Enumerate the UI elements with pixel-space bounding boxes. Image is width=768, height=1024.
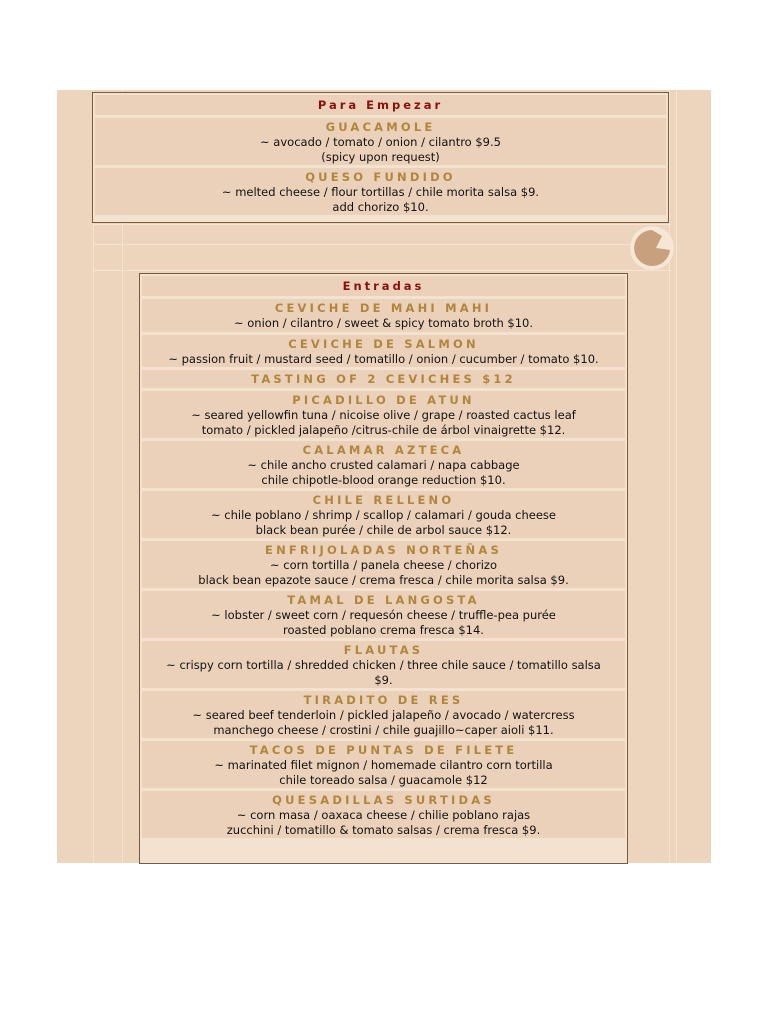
dish-description: chile chipotle-blood orange reduction $10. — [261, 472, 506, 487]
menu-item — [142, 541, 625, 588]
entradas-section — [139, 273, 628, 864]
dish-description: $9. — [374, 672, 393, 687]
section-title: Para Empezar — [317, 98, 444, 112]
dish-name: CEVICHE DE MAHI MAHI — [274, 301, 493, 315]
menu-item — [142, 591, 625, 638]
starters-section — [92, 92, 669, 223]
dish-name: GUACAMOLE — [325, 120, 436, 134]
dish-name: TACOS DE PUNTAS DE FILETE — [249, 743, 518, 757]
divider — [93, 224, 671, 225]
dish-name: ENFRIJOLADAS NORTEÑAS — [265, 543, 502, 557]
dish-description: ~ lobster / sweet corn / requesón cheese / truffle-pea purée — [211, 608, 556, 622]
dish-description: black bean epazote sauce / crema fresca / chile morita salsa $9. — [198, 572, 569, 587]
dish-description: ~ corn masa / oaxaca cheese / chilie poblano rajas — [236, 808, 531, 822]
divider — [93, 270, 671, 271]
divider — [93, 244, 671, 245]
dish-description: ~ corn tortilla / panela cheese / chorizo — [270, 558, 497, 572]
dish-name: PICADILLO DE ATUN — [292, 393, 475, 407]
dish-name: TIRADITO DE RES — [303, 693, 464, 707]
dish-name: FLAUTAS — [343, 643, 424, 657]
menu-item — [142, 741, 625, 788]
dish-description: ~ chile ancho crusted calamari / napa cabbage — [247, 458, 520, 472]
section-title: Entradas — [342, 279, 425, 293]
dish-name: CHILE RELLENO — [312, 493, 455, 507]
menu-item — [142, 641, 625, 688]
dish-name: CALAMAR AZTECA — [302, 443, 465, 457]
dish-description: ~ chile poblano / shrimp / scallop / calamari / gouda cheese — [211, 508, 556, 522]
dish-name: QUESADILLAS SURTIDAS — [272, 793, 495, 807]
divider — [676, 90, 677, 863]
dish-name: TAMAL DE LANGOSTA — [287, 593, 480, 607]
dish-description: ~ melted cheese / flour tortillas / chile morita salsa $9. — [221, 185, 540, 199]
dish-description: manchego cheese / crostini / chile guajillo~caper aioli $11. — [213, 722, 554, 737]
menu-item — [142, 370, 625, 388]
dish-name: QUESO FUNDIDO — [305, 170, 456, 184]
dish-description: ~ crispy corn tortilla / shredded chicken / three chile sauce / tomatillo salsa — [166, 658, 601, 672]
menu-item — [142, 335, 625, 368]
dish-description: ~ marinated filet mignon / homemade cilantro corn tortilla — [214, 758, 553, 772]
menu-item — [142, 391, 625, 438]
menu-item — [95, 118, 666, 165]
dish-description: black bean purée / chile de arbol sauce $12. — [255, 522, 512, 537]
dish-description: ~ seared yellowfin tuna / nicoise olive / grape / roasted cactus leaf — [191, 408, 576, 422]
divider — [669, 90, 670, 863]
dish-name: CEVICHE DE SALMON — [288, 336, 479, 351]
dish-description: chile toreado salsa / guacamole $12 — [279, 772, 488, 787]
tan-blob-icon — [628, 224, 676, 272]
dish-description: ~ avocado / tomato / onion / cilantro $9.5 — [260, 135, 501, 149]
menu-item — [142, 491, 625, 538]
dish-description: ~ seared beef tenderloin / pickled jalapeño / avocado / watercress — [192, 708, 575, 722]
menu-item — [95, 168, 666, 215]
menu-item — [142, 299, 625, 332]
section-header — [95, 95, 666, 115]
dish-description: (spicy upon request) — [321, 149, 440, 164]
dish-description: zucchini / tomatillo & tomato salsas / crema fresca $9. — [226, 822, 541, 837]
dish-description: roasted poblano crema fresca $14. — [283, 622, 484, 637]
dish-description: tomato / pickled jalapeño /citrus-chile de árbol vinaigrette $12. — [201, 422, 566, 437]
dish-name: TASTING OF 2 CEVICHES $12 — [251, 372, 516, 386]
dish-description: ~ onion / cilantro / sweet & spicy tomato broth $10. — [233, 316, 534, 330]
section-header — [142, 276, 625, 296]
menu-item — [142, 791, 625, 838]
dish-description: ~ passion fruit / mustard seed / tomatillo / onion / cucumber / tomato $10. — [168, 351, 599, 366]
dish-description: add chorizo $10. — [332, 199, 429, 214]
menu-item — [142, 441, 625, 488]
menu-item — [142, 691, 625, 738]
